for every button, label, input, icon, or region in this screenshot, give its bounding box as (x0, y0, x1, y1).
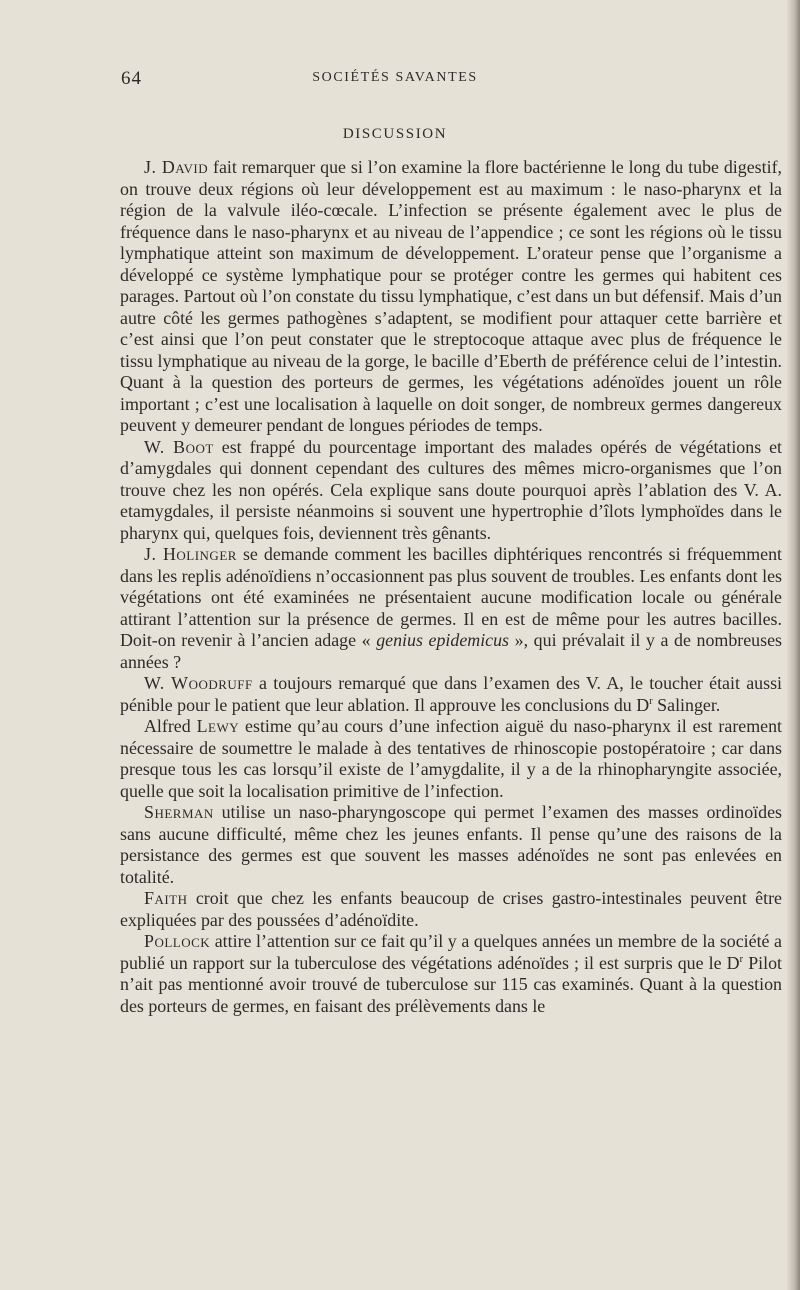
page-number: 64 (121, 68, 142, 89)
paragraph-text: utilise un naso-pharyngoscope qui permet l’examen des masses ordinoïdes sans aucune difficulté, même chez les jeunes enfants. Il pense qu’une des raisons de la persistance des germes est que souvent les masses adénoïdes ne sont pas enlevées en totalité. (120, 802, 782, 887)
paragraph-text: Salinger. (652, 694, 721, 715)
speaker-name: Pollock (144, 931, 211, 951)
paragraph-text: Pilot n’ait pas mentionné avoir trouvé de tuberculose sur 115 cas examinés. Quant à la question des porteurs de germes, en faisant des prélèvements dans le (120, 952, 782, 1016)
paragraph-text: se demande comment les bacilles diphtériques rencontrés si fréquemment dans les replis adénoïdiens n’occasionnent pas plus souvent de troubles. Les enfants dont les végétations ont été examinées ne présentaient aucune modification locale ou générale attirant l’attention sur la présence de germes. Il en est de même pour les autres bacilles. Doit-on revenir à l’ancien adage « (120, 544, 783, 650)
superscript: r (649, 694, 653, 707)
paragraph-text: a toujours remarqué que dans l’examen des V. A, le toucher était aussi pénible pour le patient que leur ablation. Il approuve les conclusions du D (120, 673, 783, 715)
paragraph-text: », qui prévalait il y a de nombreuses années ? (120, 630, 782, 672)
paragraph-holinger (120, 544, 782, 673)
paragraph-text: estime qu’au cours d’une infection aiguë du naso-pharynx il est rarement nécessaire de soumettre le malade à des tentatives de rhinoscopie postopératoire ; car dans presque tous les cas lorsqu’il existe de l’amygdalite, il y a de la rhinopharyngite associée, quelle que soit la localisation primitive de l’infection. (120, 716, 782, 801)
paragraph-lewy (120, 716, 782, 802)
speaker-name: J. David (144, 157, 209, 177)
paragraph-boot (120, 437, 782, 545)
paragraph-text: attire l’attention sur ce fait qu’il y a quelques années un membre de la société a publié un rapport sur la tuberculose des végétations adénoïdes ; il est surpris que le D (120, 931, 782, 973)
speaker-name: Sherman (144, 802, 214, 822)
page-edge-shadow (786, 0, 800, 1290)
speaker-name: J. Holinger (144, 544, 237, 564)
running-title: SOCIÉTÉS SAVANTES (312, 70, 478, 85)
paragraph-woodruff (120, 673, 782, 716)
section-title: DISCUSSION (342, 126, 448, 142)
paragraph-text: est frappé du pourcentage important des malades opérés de végétations et d’amygdales qui donnent cependant des cultures des mêmes micro-organismes que l’on trouve chez les non opérés. Cela explique sans doute pourquoi après l’ablation des V. A. etamygdales, il persiste néanmoins si souvent une hypertrophie d’îlots lymphoïdes dans le pharynx qui, quelques fois, deviennent très gênants. (120, 436, 783, 543)
speaker-name: W. Woodruff (144, 673, 253, 693)
paragraph-text: fait remarquer que si l’on examine la flore bactérienne le long du tube digestif, on trouve deux régions où leur développement est au maximum : le naso-pharynx et la région de la valvule iléo-cœcale. L’infection se présente également avec le plus de fréquence dans le naso-pharynx et au niveau de l’appendice ; ce sont les régions où le tissu lymphatique atteint son maximum de développement. L’orateur pense que l’organisme a développé ce système lymphatique pour se protéger contre les germes qui habitent ces parages. Partout où l’on constate du tissu lymphatique, c’est dans un but défensif. Mais d’un autre côté les germes pathogènes s’adaptent, se modifient pour attaquer cette barrière et c’est ainsi que l’on peut constater que le streptocoque attaque avec plus de fréquence le tissu lymphatique au niveau de la gorge, le bacille d’Eberth de préférence celui de l’intestin. Quant à la question des porteurs de germes, les végétations adénoïdes jouent un rôle important ; c’est une localisation à laquelle on doit songer, de nombreux germes dangereux peuvent y demeurer pendant de longues périodes de temps. (120, 157, 782, 435)
page-header (0, 68, 800, 92)
paragraph-sherman (120, 802, 782, 888)
paragraph-pollock (120, 931, 782, 1017)
speaker-prefix: Alfred (144, 716, 197, 736)
latin-phrase: genius epidemicus (376, 630, 510, 650)
paragraph-david (120, 157, 782, 437)
body-text (120, 157, 782, 1017)
speaker-name: W. Boot (144, 436, 214, 457)
paragraph-text: croit que chez les enfants beaucoup de crises gastro-intestinales peuvent être expliquées par des poussées d’adénoïdite. (120, 888, 782, 930)
superscript: r (739, 952, 744, 965)
paragraph-faith (120, 888, 782, 931)
speaker-name: Faith (144, 888, 188, 908)
speaker-name: Lewy (196, 716, 240, 736)
